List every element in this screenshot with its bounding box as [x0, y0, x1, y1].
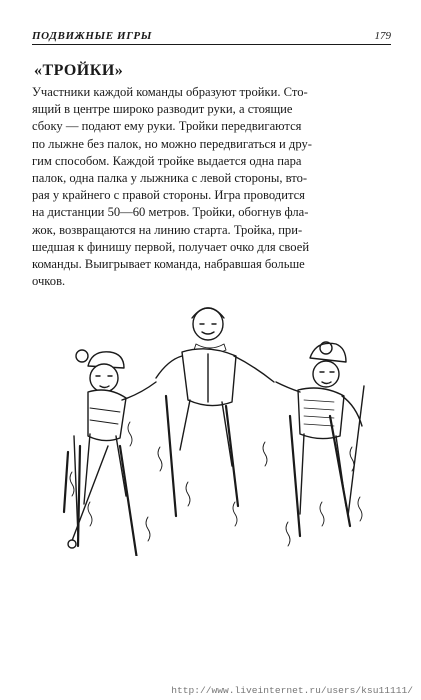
body-line: Участники каждой команды образуют тройки. Сто- — [32, 85, 308, 99]
body-line: сбоку — подают ему руки. Тройки передвигаются — [32, 119, 302, 134]
left-skier — [64, 350, 156, 556]
page-number: 179 — [374, 30, 391, 42]
watermark-url: http://www.liveinternet.ru/users/ksu11111/ — [171, 685, 413, 696]
body-line: гим способом. Каждой тройке выдается одна пара — [32, 153, 302, 168]
body-line: рая у крайнего с правой стороны. Игра проводится — [32, 188, 305, 203]
body-line: ящий в центре широко разводит руки, а стоящие — [32, 102, 293, 117]
body-line: по лыжне без палок, но можно передвигаться и дру- — [32, 136, 312, 151]
section-title: ПОДВИЖНЫЕ ИГРЫ — [32, 30, 153, 42]
body-line: команды. Выигрывает команда, набравшая больше — [32, 257, 305, 272]
snow-hatching — [70, 422, 362, 546]
header-rule — [32, 44, 391, 45]
body-line: шедшая к финишу первой, получает очко для своей — [32, 239, 310, 254]
article-title: «ТРОЙКИ» — [34, 62, 124, 79]
body-line: жок, возвращаются на линию старта. Тройка, при- — [32, 222, 303, 237]
body-line: на дистанции 50—60 метров. Тройки, обогнув фла- — [32, 205, 309, 220]
body-line: палок, одна палка у лыжника с левой стороны, вто- — [32, 171, 308, 186]
middle-skier — [156, 308, 274, 516]
skiers-illustration — [60, 296, 390, 556]
body-line: очков. — [32, 274, 66, 289]
article-body — [32, 84, 392, 290]
